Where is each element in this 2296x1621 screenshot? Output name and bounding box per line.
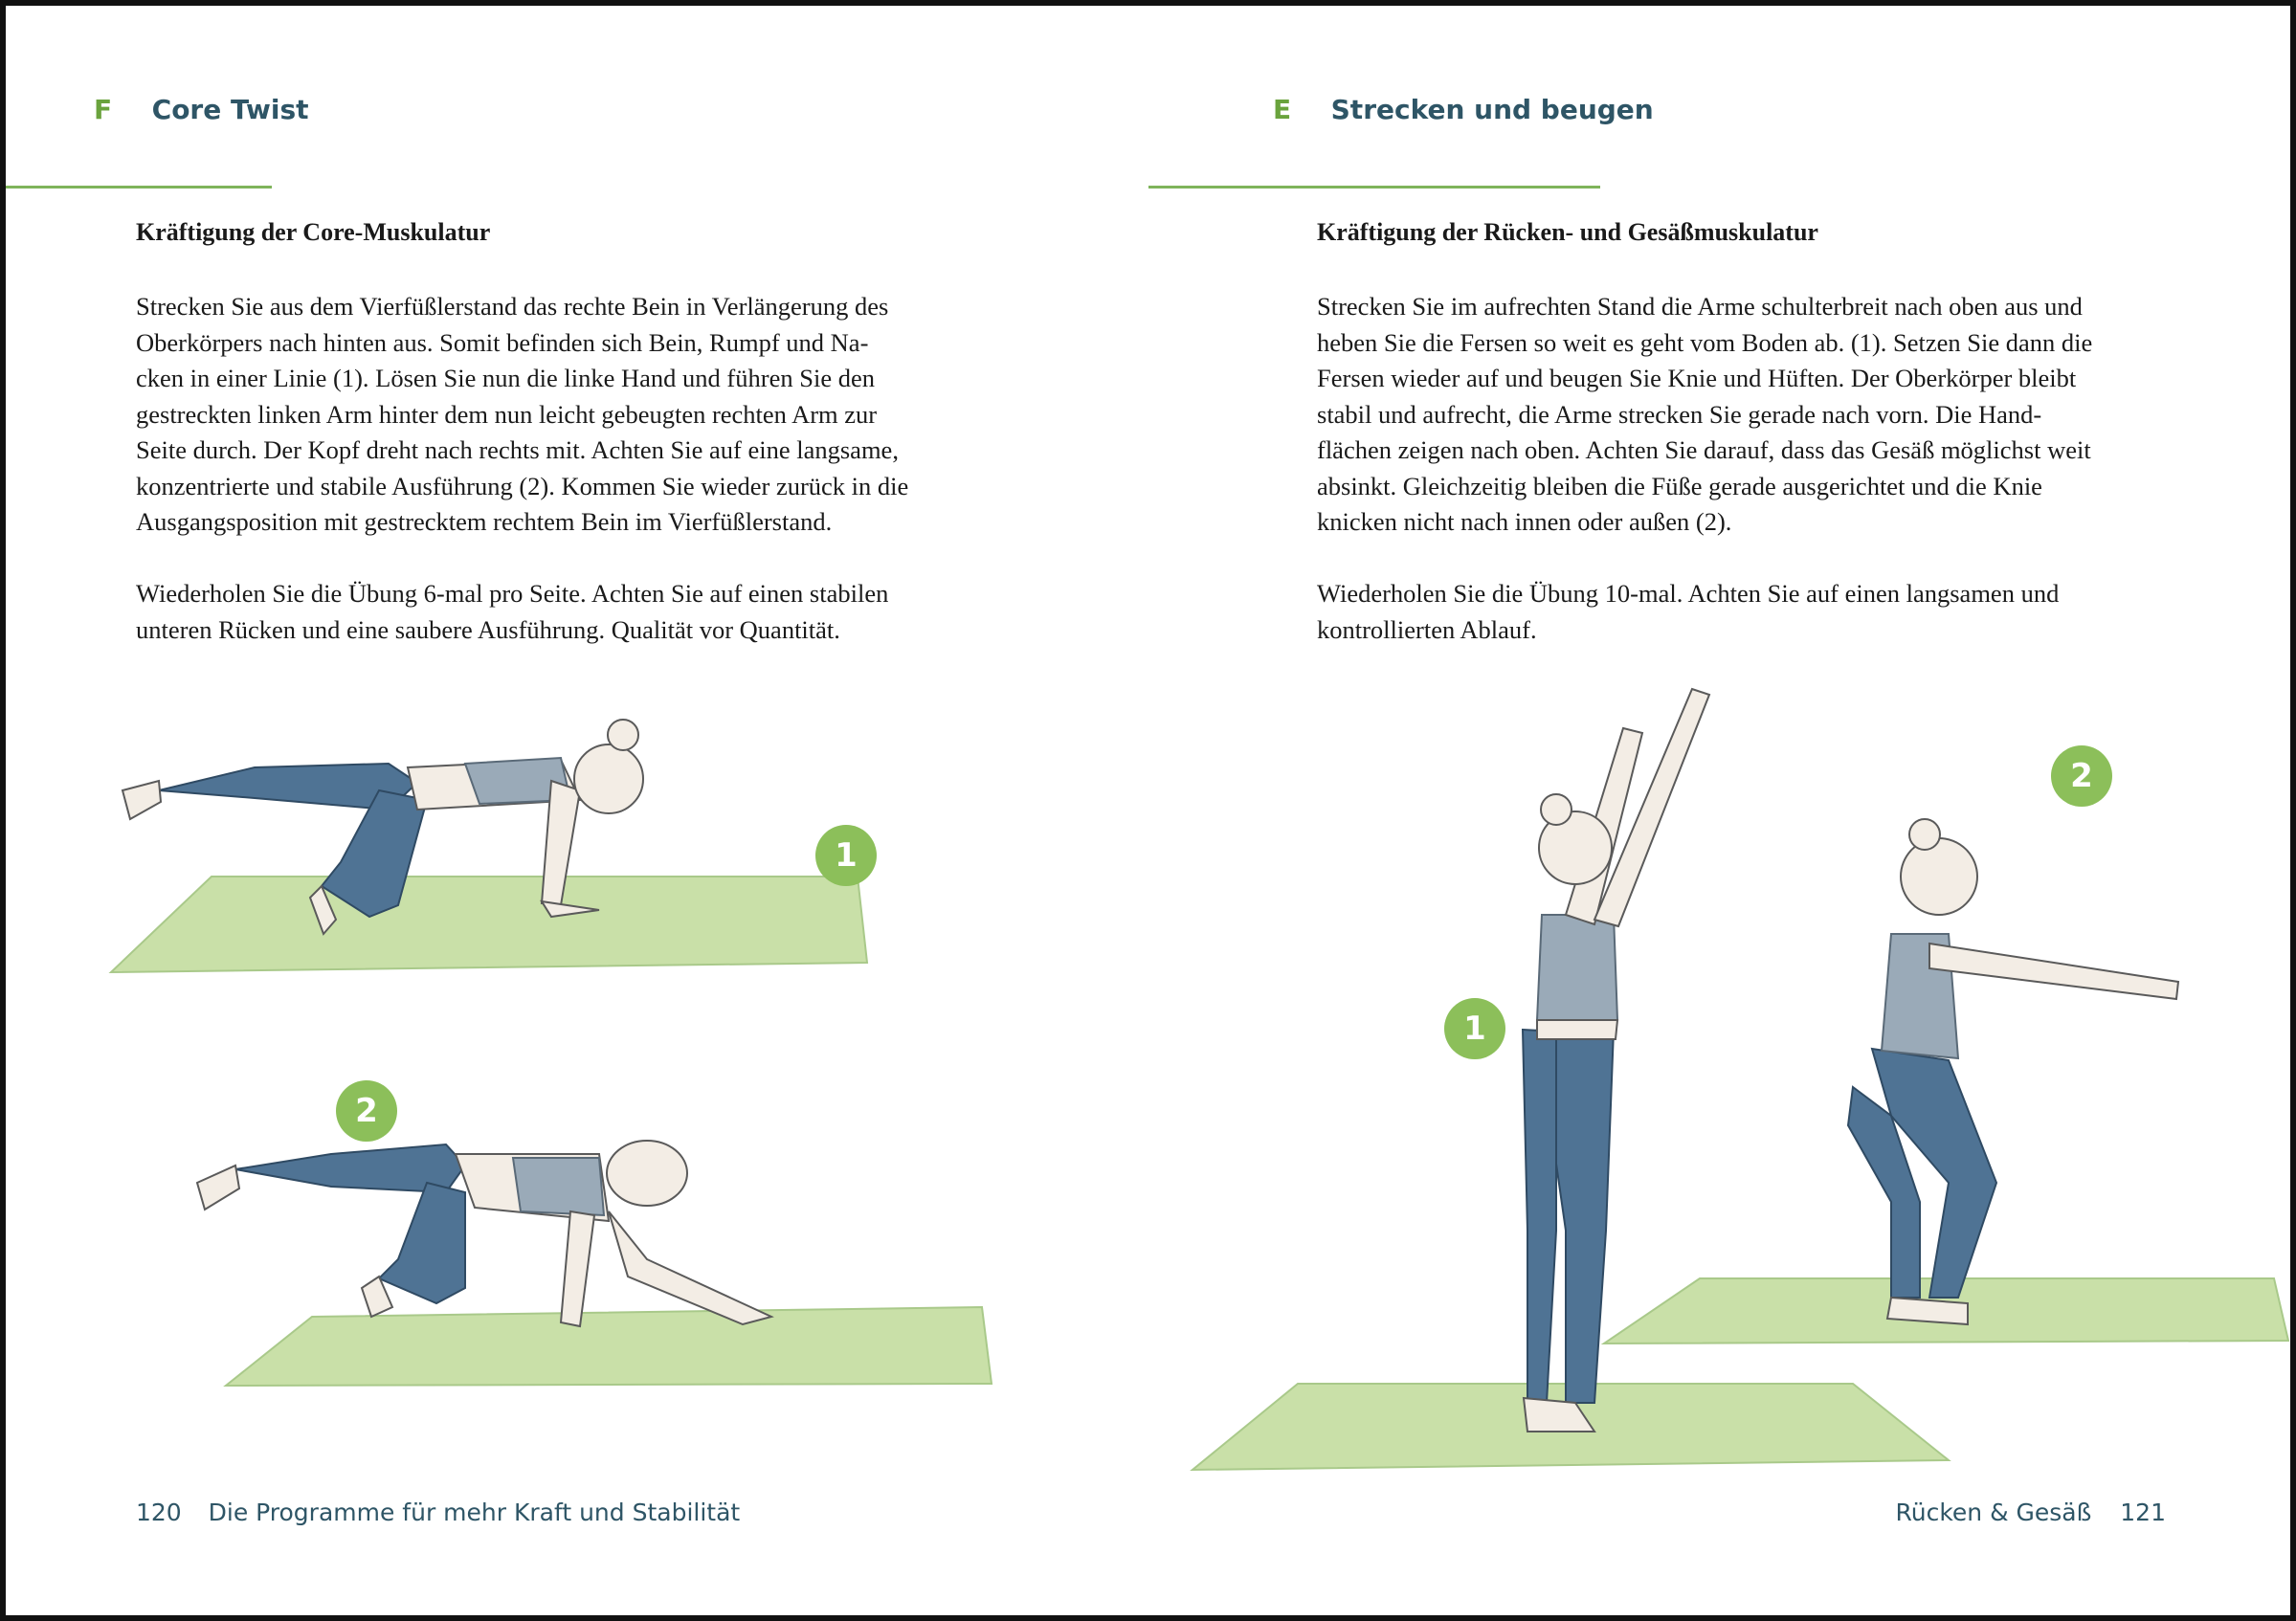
text-line: Fersen wieder auf und beugen Sie Knie und Hüften. Der Oberkörper bleibt bbox=[1317, 364, 2077, 392]
text-line: Wiederholen Sie die Übung 10-mal. Achten Sie auf einen langsamen und bbox=[1317, 579, 2060, 608]
paragraph-left-1 bbox=[136, 289, 908, 541]
core-twist-illustration-2 bbox=[159, 1116, 1001, 1393]
paragraph-right-1 bbox=[1317, 289, 2092, 541]
section-letter: F bbox=[94, 94, 113, 125]
paragraph-left-2 bbox=[136, 576, 888, 648]
stretch-illustration-1 bbox=[1193, 676, 1958, 1479]
section-title: Core Twist bbox=[151, 94, 309, 125]
section-letter: E bbox=[1273, 94, 1292, 125]
text-line: Wiederholen Sie die Übung 6-mal pro Seite. Achten Sie auf einen stabilen bbox=[136, 579, 889, 608]
section-heading-right bbox=[1273, 94, 1654, 125]
text-line: kontrollierten Ablauf. bbox=[1317, 614, 1537, 644]
section-heading-left bbox=[94, 94, 309, 125]
text-line: gestreckten linken Arm hinter dem nun leicht gebeugten rechten Arm zur bbox=[136, 399, 878, 429]
footer-right bbox=[1895, 1499, 2166, 1526]
text-line: Oberkörpers nach hinten aus. Somit befinden sich Bein, Rumpf und Na- bbox=[136, 327, 869, 357]
running-footer-left: Die Programme für mehr Kraft und Stabilität bbox=[208, 1499, 741, 1526]
text-line: knicken nicht nach innen oder außen (2). bbox=[1317, 507, 1732, 536]
step-badge-2: 2 bbox=[2051, 745, 2112, 807]
text-line: unteren Rücken und eine saubere Ausführung. Qualität vor Quantität. bbox=[136, 614, 840, 644]
text-line: konzentrierte und stabile Ausführung (2). Kommen Sie wieder zurück in die bbox=[136, 471, 909, 500]
book-spread bbox=[6, 6, 2290, 1615]
text-line: Seite durch. Der Kopf dreht nach rechts mit. Achten Sie auf eine langsame, bbox=[136, 435, 899, 464]
heading-rule-left bbox=[6, 186, 272, 189]
step-badge-1: 1 bbox=[1444, 998, 1505, 1059]
text-line: flächen zeigen nach oben. Achten Sie darauf, dass das Gesäß möglichst weit bbox=[1317, 435, 2091, 464]
page-number-left: 120 bbox=[136, 1499, 182, 1526]
text-line: cken in einer Linie (1). Lösen Sie nun die linke Hand und führen Sie den bbox=[136, 364, 875, 392]
step-badge-1: 1 bbox=[815, 825, 877, 886]
text-line: Strecken Sie im aufrechten Stand die Arme schulterbreit nach oben aus und bbox=[1317, 292, 2083, 321]
page-number-right: 121 bbox=[2120, 1499, 2166, 1526]
text-line: heben Sie die Fersen so weit es geht vom Boden ab. (1). Setzen Sie dann die bbox=[1317, 327, 2093, 357]
paragraph-right-2 bbox=[1317, 576, 2059, 648]
text-line: absinkt. Gleichzeitig bleiben die Füße gerade ausgerichtet und die Knie bbox=[1317, 471, 2042, 500]
core-twist-illustration-1 bbox=[101, 676, 886, 991]
subheading-right: Kräftigung der Rücken- und Gesäßmuskulatur bbox=[1317, 218, 1818, 246]
text-line: Strecken Sie aus dem Vierfüßlerstand das rechte Bein in Verlängerung des bbox=[136, 292, 889, 321]
step-badge-2: 2 bbox=[336, 1080, 397, 1142]
section-title: Strecken und beugen bbox=[1330, 94, 1654, 125]
text-line: Ausgangsposition mit gestrecktem rechtem Bein im Vierfüßlerstand. bbox=[136, 507, 833, 536]
running-footer-right: Rücken & Gesäß bbox=[1895, 1499, 2092, 1526]
text-line: stabil und aufrecht, die Arme strecken Sie gerade nach vorn. Die Hand- bbox=[1317, 399, 2042, 429]
footer-left bbox=[136, 1499, 740, 1526]
heading-rule-right bbox=[1148, 186, 1600, 189]
subheading-left: Kräftigung der Core-Muskulatur bbox=[136, 218, 491, 246]
